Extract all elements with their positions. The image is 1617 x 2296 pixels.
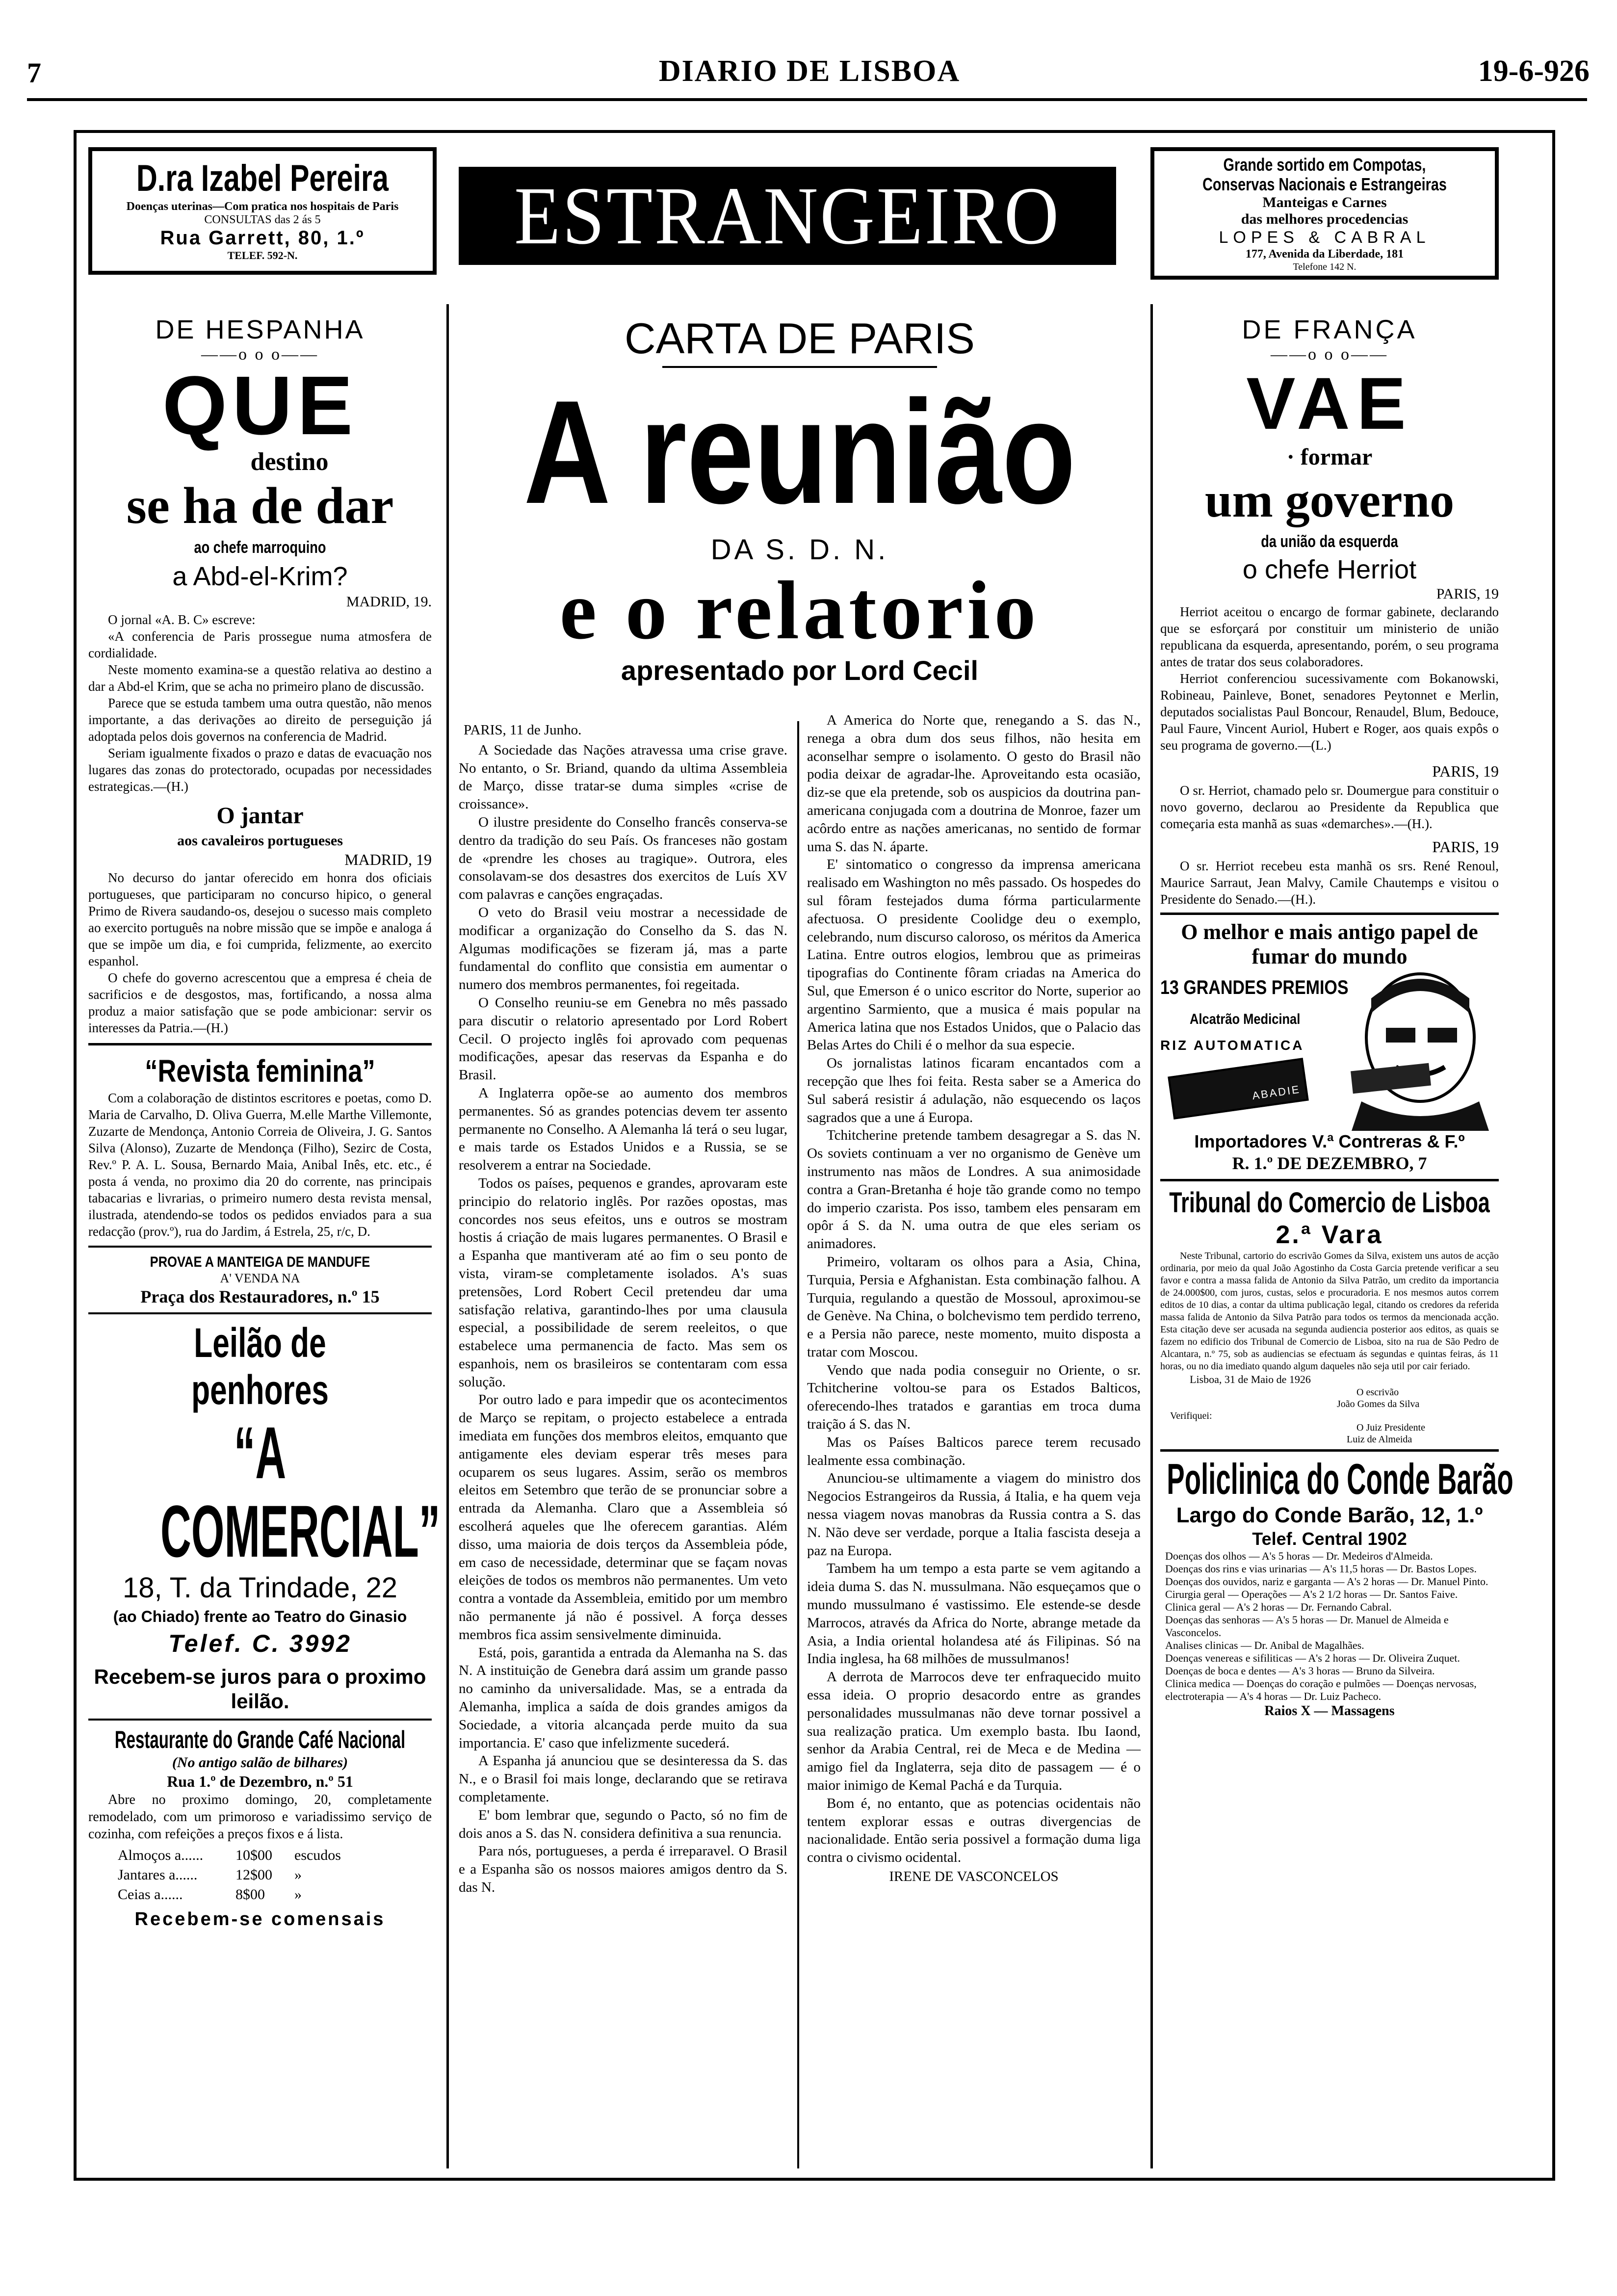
comercial-name: “A COMERCIAL” <box>160 1411 441 1572</box>
rest-title: Restaurante do Grande Café Nacional <box>114 1726 406 1753</box>
center-c2-p1: A America do Norte que, renegando a S. das N., renega a obra dum dos seus filhos, não hesita em aconselhar sempre o isolamento. O gesto do Brasil não podia deixar de agradar-lhe. Aproveitando esta ocasião, diz-se que ela pretende, sob os auspicios da doutrina pan-americana conjugada com a doutrina de Monroe, fazer um acôrdo entre as nações americanas, no sentido de formar uma S. das N. áparte. <box>807 712 1141 855</box>
revista-title: “Revista feminina” <box>145 1053 375 1089</box>
center-headline-reuniao: A reunião <box>523 369 1076 534</box>
right-para-2: Herriot conferenciou sucessivamente com Bokanowski, Robineau, Painleve, Bonet, senadores Peytonnet e Merlin, deputados socialistas Paul Boncour, Renaudel, Blum, Bedouce, Paul Faure, Vincent Auriol, Hubert e Roger, aos quais expôs o seu programa de governo.—(L.) <box>1160 671 1499 753</box>
right-kicker: DE FRANÇA <box>1242 315 1417 344</box>
jantar-para-2: O chefe do governo acrescentou que a empresa é cheia de sacrificios e de desgostos, mas, fortificando, a nossa alma produz a maior satisfação que se pode ambicionar: servir os interesses da Patria.—(H.) <box>88 970 432 1035</box>
manteiga-line1: PROVAE A MANTEIGA DE MANDUFE <box>150 1254 370 1270</box>
jantar-title: O jantar <box>216 803 304 829</box>
section-banner <box>459 167 1116 265</box>
papel-address: R. 1.º DE DEZEMBRO, 7 <box>1232 1153 1427 1173</box>
tribunal-juiz-name: Luiz de Almeida <box>1347 1434 1412 1445</box>
center-c1-p8: Está, pois, garantida a entrada da Alemanha na S. das N. A instituição de Genebra dará assim um grande passo no caminho da universalidade. Mas, se a entrada da Alemanha, implica a saída de dois grandes amigos da Sociedade, a vitoria alcançada perde muito da sua importancia. E' caso que infelizmente sucederá. <box>459 1644 787 1751</box>
center-headline-cecil: apresentado por Lord Cecil <box>621 655 979 686</box>
left-article <box>88 611 432 795</box>
center-c2-p3: Os jornalistas latinos ficaram encantados com a recepção que lhes foi feita. Resta saber se a America do Sul saberá resistir á adulação, não esquecendo os laços sagrados que a une á Europa. <box>807 1055 1141 1125</box>
center-col-2 <box>807 711 1141 1886</box>
tribunal-subtitle: 2.ª Vara <box>1276 1221 1383 1249</box>
rest-menu <box>118 1846 432 1905</box>
poli-item: Doenças de boca e dentes — A's 3 horas — Bruno da Silveira. <box>1165 1665 1435 1677</box>
poli-item: Cirurgia geral — Operações — A's 2 1/2 horas — Dr. Santos Faive. <box>1165 1588 1458 1600</box>
center-col-1 <box>459 721 787 1897</box>
ad-lopes-line1: Grande sortido em Compotas, <box>1223 155 1426 175</box>
tribunal-escrivao-name: João Gomes da Silva <box>1337 1399 1420 1409</box>
manteiga-line3: Praça dos Restauradores, n.º 15 <box>140 1287 380 1306</box>
manteiga-line2: A' VENDA NA <box>220 1271 300 1285</box>
poli-title: Policlinica do Conde Barão <box>1167 1455 1513 1503</box>
jantar-dateline: MADRID, 19 <box>344 851 432 868</box>
right-dateline-1: PARIS, 19 <box>1436 586 1499 602</box>
papel-title: O melhor e mais antigo papel de fumar do mundo <box>1181 920 1478 968</box>
smoker-portrait-illustration <box>1322 969 1494 1131</box>
center-c1-p7: Por outro lado e para impedir que os acontecimentos de Março se repitam, o projecto estabelece a entrada imediata em funções dos membros eleitos, emquanto que antigamente eles deviam esperar três meses para ocuparem os seus lugares. Assim, serão os membros eleitos em Setembro que terão de se pronunciar sobre a entrada da Alemanha. Claro que a Assembleia só escolherá aqueles que lhe oferecem garantias. Além disso, uma maioria de dois terços da Assembleia póde, em caso de necessidade, determinar que se façam novas eleições de todos os membros não permanentes. Um veto contra a vontade da Assembleia, emitido por um membro não permanente já não é possivel. A força desses membros fica assim sensivelmente diminuida. <box>459 1392 787 1643</box>
left-kicker: DE HESPANHA <box>155 315 365 344</box>
poli-item: Doenças dos olhos — A's 5 horas — Dr. Medeiros d'Almeida. <box>1165 1550 1433 1562</box>
left-divider-3 <box>88 1312 432 1314</box>
center-c2-p8: Anunciou-se ultimamente a viagem do ministro dos Negocios Estrangeiros da Russia, á Italia, e ha quem veja nessa viagem novas manobras da Russia contra a S. das N. Não deve ser verdade, porque a Italia fascista deseja a paz na Europa. <box>807 1470 1141 1559</box>
jantar-para-1: No decurso do jantar oferecido em honra dos oficiais portugueses, que participaram no concurso hipico, o general Primo de Rivera saudando-os, desejou o sucesso mais completo ao exercito português na nobre missão que se impõe e analoga á que se impõe um dia, e foi cumprida, felizmente, ao exercito espanhol. <box>88 870 432 968</box>
left-para-4: Parece que se estuda tambem uma outra questão, não menos importante, a das derivações ao direito de perseguição já adoptada pelos dois governos na conferencia de Madrid. <box>88 696 432 744</box>
left-dateline: MADRID, 19. <box>346 594 432 610</box>
right-para-4: O sr. Herriot recebeu esta manhã os srs. René Renoul, Maurice Sarraut, Jean Malvy, Camile Chautemps e visitou o Presidente do Senado.—(H.). <box>1160 859 1499 907</box>
rest-footer: Recebem-se comensais <box>134 1909 386 1930</box>
masthead-rule <box>27 98 1587 101</box>
poli-item: Clinica medica — Doenças do coração e pulmões — Doenças nervosas, electroterapia — A's 4 horas — Dr. Luiz Pacheco. <box>1165 1677 1477 1702</box>
ad-izabel-line2: CONSULTAS das 2 ás 5 <box>204 213 321 226</box>
column-rule-right <box>1150 304 1153 2168</box>
poli-item: Doenças dos rins e vias urinarias — A's 11,5 horas — Dr. Bastos Lopes. <box>1165 1563 1477 1575</box>
right-column <box>1160 314 1513 1720</box>
right-headline-herriot: o chefe Herriot <box>1242 555 1417 584</box>
ad-izabel-pereira <box>88 147 437 275</box>
center-ornament <box>662 366 937 368</box>
center-c1-p10: E' bom lembrar que, segundo o Pacto, só no fim de dois anos a S. das N. considera definitiva a sua renuncia. <box>459 1807 787 1841</box>
center-headline-relatorio: e o relatorio <box>559 564 1040 656</box>
center-signature: IRENE DE VASCONCELOS <box>889 1869 1059 1884</box>
poli-item: Clinica geral — A's 2 horas — Dr. Fernando Cabral. <box>1165 1601 1392 1613</box>
trindade-addr: 18, T. da Trindade, 22 <box>122 1572 397 1604</box>
left-para-5: Seriam igualmente fixados o prazo e datas de evacuação nos lugares das zonas do protectorado, ocupadas por necessidades estrategicas.—(H.) <box>88 746 432 794</box>
center-c1-p5: A Inglaterra opõe-se ao aumento dos membros permanentes. Só as grandes potencias devem ter assento permanente no Conselho. A Alemanha lá terá o seu lugar, e mais tarde os Estados Unidos e a Russia, se se resolverem a entrar na Sociedade. <box>459 1085 787 1174</box>
left-headline-destino: destino <box>250 448 329 476</box>
left-divider-2 <box>88 1246 432 1248</box>
center-c2-p11: Bom é, no entanto, que as potencias ocidentais não tentem explorar essas e outras divergencias de nacionalidade. Então seria possivel a formação duma liga contra o civismo ocidental. <box>807 1795 1141 1866</box>
poli-item: Doenças dos ouvidos, nariz e garganta — A's 2 horas — Dr. Manuel Pinto. <box>1165 1575 1488 1588</box>
center-headline-sdn: DA S. D. N. <box>710 534 889 566</box>
ad-lopes-line3: Manteigas e Carnes <box>1262 194 1387 210</box>
chiado-line: (ao Chiado) frente ao Teatro do Ginasio <box>113 1608 407 1625</box>
tribunal-escrivao: O escrivão <box>1356 1387 1399 1398</box>
juros-line: Recebem-se juros para o proximo leilão. <box>94 1665 426 1713</box>
menu-row-2 <box>118 1865 432 1885</box>
ad-izabel-name: D.ra Izabel Pereira <box>136 157 389 199</box>
papel-premios: 13 GRANDES PREMIOS <box>1160 977 1349 998</box>
tribunal-date: Lisboa, 31 de Maio de 1926 <box>1190 1373 1311 1385</box>
ad-lopes-line4: das melhores procedencias <box>1241 211 1408 227</box>
right-headline-vae: VAE <box>1246 362 1413 444</box>
center-c2-p4: Tchitcherine pretende tambem desagregar a S. das N. Os soviets continuam a ver no organismo de Genève um instrumento nas mãos de Londres. A sua animosidade contra a Gran-Bretanha é hoje tão grande como no tempo do imperio czarista. Pos isso, tambem eles pensaram em opôr á S. da N. uma outra de que eles seriam os animadores. <box>807 1127 1141 1252</box>
menu-price: 10$00 <box>235 1847 272 1863</box>
ad-izabel-line1: Doenças uterinas—Com pratica nos hospitais de Paris <box>126 200 399 213</box>
menu-row-3 <box>118 1885 432 1905</box>
jantar-article <box>88 869 432 1036</box>
section-title: ESTRANGEIRO <box>514 170 1061 261</box>
right-headline-formar: · formar <box>1286 444 1373 470</box>
left-para-2: «A conferencia de Paris prossegue numa atmosfera de cordialidade. <box>88 629 432 660</box>
right-divider-3 <box>1160 1449 1499 1452</box>
tribunal-title: Tribunal do Comercio de Lisboa <box>1169 1187 1490 1219</box>
rest-subtitle: (No antigo salão de bilhares) <box>172 1754 348 1771</box>
ad-lopes-line5: LOPES & CABRAL <box>1219 228 1431 247</box>
left-divider-1 <box>88 1043 432 1045</box>
center-c1-dateline: PARIS, 11 de Junho. <box>464 722 582 738</box>
center-c1-p11: Para nós, portugueses, a perda é irreparavel. O Brasil e a Espanha são os nossos maiores amigos dentro da S. das N. <box>459 1843 787 1895</box>
left-headline-chefe: ao chefe marroquino <box>194 538 326 557</box>
center-kicker: CARTA DE PARIS <box>625 314 975 363</box>
right-para-3: O sr. Herriot, chamado pelo sr. Doumergue para constituir o novo governo, declarou ao Presidente da Republica que começaria esta manhã as suas «demarches».—(H.). <box>1160 783 1499 831</box>
jantar-subtitle: aos cavaleiros portugueses <box>177 833 343 849</box>
ad-lopes-line6: 177, Avenida da Liberdade, 181 <box>1245 248 1404 261</box>
left-para-3: Neste momento examina-se a questão relativa ao destino a dar a Abd-el Krim, que se acha no primeiro plano de discussão. <box>88 662 432 694</box>
papel-booklet <box>1168 1058 1309 1120</box>
right-divider-2 <box>1160 1179 1499 1181</box>
poli-footer: Raios X — Massagens <box>1264 1703 1395 1719</box>
telef-line: Telef. C. 3992 <box>168 1630 352 1657</box>
center-c1-p4: O Conselho reuniu-se em Genebra no mês passado para discutir o relatorio apresentado por Lord Robert Cecil. O projecto inglês foi aprovado com pequenas modificações, apesar das reservas da Espanha e do Brasil. <box>459 994 787 1083</box>
menu-item: Ceias a...... <box>118 1886 183 1903</box>
menu-price: 12$00 <box>235 1867 272 1883</box>
menu-note: » <box>294 1886 302 1903</box>
menu-item: Jantares a...... <box>118 1867 198 1883</box>
newspaper-name: DIARIO DE LISBOA <box>658 54 961 88</box>
center-headline-block <box>459 314 1141 688</box>
poli-item: Doenças venereas e sifiliticas — A's 2 horas — Dr. Oliveira Zuquet. <box>1165 1652 1460 1664</box>
ad-izabel-line4: TELEF. 592-N. <box>227 249 298 261</box>
ad-lopes-cabral <box>1150 147 1499 280</box>
center-c1-p1: A Sociedade das Nações atravessa uma crise grave. No entanto, o Sr. Briand, quando da ultima Assembleia de Março, disse tratar-se duma simples «crise de croissance». <box>459 742 787 812</box>
poli-list <box>1160 1550 1499 1703</box>
poli-telephone: Telef. Central 1902 <box>1252 1529 1407 1549</box>
papel-alcatrao: Alcatrão Medicinal <box>1190 1011 1301 1027</box>
right-headline-governo: um governo <box>1204 473 1455 527</box>
rest-address: Rua 1.º de Dezembro, n.º 51 <box>167 1773 353 1790</box>
center-c1-p3: O veto do Brasil veiu mostrar a necessidade de modificar a organização do Conselho da S. das N. Algumas modificações se fizeram já, mas a parte fundamental do conflito que consistia em aumentar o numero dos membros permanentes, foi regeitada. <box>459 904 787 993</box>
center-c2-p10: A derrota de Marrocos deve ter enfraquecido muito essa ideia. O proprio desacordo entre as grandes personalidades mussulmanas não deve tornar possivel a sua realização pratica. Um exemplo basta. Ibu Iaond, senhor da Arabia Central, rei de Meca e de Medina — amigo fiel da Inglaterra, seja dito de passagem — é o maior inimigo de Kemal Pachá e da Turquia. <box>807 1669 1141 1794</box>
leilao-title: Leilão de penhores <box>191 1320 329 1413</box>
menu-row-1 <box>118 1846 432 1865</box>
left-headline-dar: se ha de dar <box>126 477 394 534</box>
ad-lopes-line2: Conservas Nacionais e Estrangeiras <box>1202 174 1447 194</box>
left-ornament: ——o o o—— <box>201 345 319 364</box>
papel-booklet-label: ABADIE <box>1251 1083 1302 1102</box>
center-c2-p5: Primeiro, voltaram os olhos para a Asia, China, Turquia, Persia e Afghanistan. Esta combinação falhou. A Turquia, regulando a questão de Mossoul, aproximou-se de Genève. Na China, o bolchevismo tem perdido terreno, e a Persia não parece, neste momento, muito disposta a tratar com Moscou. <box>807 1253 1141 1360</box>
poli-item: Analises clinicas — Dr. Anibal de Magalhães. <box>1165 1639 1364 1651</box>
poli-address: Largo do Conde Barão, 12, 1.º <box>1176 1503 1483 1527</box>
right-ornament: ——o o o—— <box>1271 345 1388 364</box>
center-c2-p2: E' sintomatico o congresso da imprensa americana realisado em Washington no mês passado. Os hospedes do sul fôram festejados duma fórma particularmente afectuosa. O presidente Coolidge deu o exemplo, celebrando, num discurso caloroso, os méritos da America Latina. Entre outros elogios, lembrou que as primeiras tipografias do Continente fôram criadas na America do Sul, que Emerson é o unico escritor do Norte, superior ao argentino Sarmiento, que a musica é mais popular na America latina que nos Estados Unidos, que o Palacio das Belas Artes do Chili é o melhor da sua especie. <box>807 857 1141 1053</box>
left-column <box>88 314 441 1931</box>
center-c1-p6: Todos os países, pequenos e grandes, aprovaram este principio do relatorio inglês. Por razões opostas, mas concordes nos seus efeitos, uns e outros se mostram hostis á criação de mais lugares permanentes. O Brasil e a Espanha que mantiveram até ao fim o seu ponto de vista, viram-se completamente isolados. A's suas pretensões, Lord Robert Cecil pretendeu dar uma satisfação relativa, garantindo-lhes por uma clausula especial, a possibilidade de serem reeleitos, o que estabelece uma permanencia de facto. Mas sem os espanhois, nem os brasileiros se contentaram com essa solução. <box>459 1175 787 1390</box>
tribunal-verifiquei: Verifiquei: <box>1170 1410 1212 1421</box>
center-c2-p6: Vendo que nada podia conseguir no Oriente, o sr. Tchitcherine voltou-se para os Estados Balticos, oferecendo-lhes tratados e garantias em troca duma traição á S. das N. <box>807 1362 1141 1433</box>
right-divider-1 <box>1160 913 1499 915</box>
center-c1-p2: O ilustre presidente do Conselho francês conserva-se dentro da tradição do seu País. Os franceses não gostam de «prendre les choses au tragique». Outrora, eles consolavam-se dos desastres dos exercitos de Luís XV com palavras e canções engraçadas. <box>459 814 787 903</box>
left-headline-que: QUE <box>162 359 358 452</box>
papel-importadores: Importadores V.ª Contreras & F.º <box>1194 1131 1465 1151</box>
column-rule-center <box>797 721 799 2168</box>
right-dateline-3: PARIS, 19 <box>1432 838 1499 856</box>
menu-price: 8$00 <box>235 1886 265 1903</box>
center-c2-p7: Mas os Países Balticos parece terem recusado lealmente essa combinação. <box>807 1434 1141 1468</box>
papel-ad <box>1160 969 1499 1131</box>
menu-item: Almoços a...... <box>118 1847 204 1863</box>
revista-text: Com a colaboração de distintos escritores e poetas, como D. Maria de Carvalho, D. Oliva Guerra, M.elle Marthe Villemonte, Zuzarte de Mendonça, Antonio Correia de Oliveira, J. G. Santos Silva (Alonso), Zuzarte de Mendonça (Filho), Sezirc de Costa, Rev.º P. A. L. Sousa, Bernardo Maia, Anibal Inês, etc. etc., é posta á venda, no proximo dia 20 do corrente, nas principais tabacarias e livrarias, o primeiro numero desta revista mensal, ilustrada, atendendo-se todos os pedidos enviados para a sua redacção (prov.º), rua do Jardim, á Estrela, 25, r/c, D. <box>88 1091 432 1239</box>
center-c2-p9: Tambem ha um tempo a esta parte se vem agitando a ideia duma S. das N. mussulmana. Não esqueçamos que o mundo mussulmano é vastissimo. Ele estende-se desde Marrocos, através da Africa do Norte, abrange metade da Asia, a India oriental holandesa até ás Filipinas. Só na India inglesa, ha 68 milhões de mussulmanos! <box>807 1561 1141 1667</box>
center-c1-p9: A Espanha já anunciou que se desinteressa da S. das N., e o Brasil foi mais longe, declarando que se retirava completamente. <box>459 1753 787 1805</box>
ad-izabel-line3: Rua Garrett, 80, 1.º <box>160 227 365 249</box>
poli-item: Doenças das senhoras — A's 5 horas — Dr. Manuel de Almeida e Vasconcelos. <box>1165 1614 1449 1639</box>
left-headline-abd: a Abd-el-Krim? <box>172 562 348 591</box>
papel-riz: RIZ AUTOMATICA <box>1160 1038 1304 1053</box>
tribunal-juiz: O Juiz Presidente <box>1356 1422 1425 1433</box>
right-para-1: Herriot aceitou o encargo de formar gabinete, declarando que se esforçará por constituir um ministerio de união republicana da esquerda, apresentando, porém, o seu programa antes de tratar dos seus colaboradores. <box>1160 604 1499 669</box>
right-headline-uniao: da união da esquerda <box>1261 532 1398 551</box>
left-para-1: O jornal «A. B. C» escreve: <box>108 612 256 627</box>
menu-note: » <box>294 1867 302 1883</box>
rest-text: Abre no proximo domingo, 20, completamente remodelado, com um primoroso e variadissimo serviço de cozinha, com refeições a preços fixos e á lista. <box>88 1792 432 1842</box>
left-divider-4 <box>88 1719 432 1721</box>
tribunal-text: Neste Tribunal, cartorio do escrivão Gomes da Silva, existem uns autos de acção ordinaria, por meio da qual João Agostinho da Costa Garcia pretende verificar a seu favor e contra a massa falida de Antonio da Silva Patrão, um credito da importancia de 24.000$00, com juros, custas, selos e procuradoria. E nos mesmos autos correm editos de 10 dias, a contar da ultima publicação legal, citando os credores da referida massa falida de Antonio da Silva Patrão para todos os termos da mencionada acção. Esta citação deve ser acusada na segunda audiencia posterior aos editos, as quais se fazem no edificio dos Tribunal de Comercio de Lisboa, sito na rua de São Pedro de Alcantara, n.º 75, sob as audiencias se efectuam ás segundas e quintas feiras, ás 11 horas, ou no dia imediato quando algum daqueles não seja util por cair feriado. <box>1160 1251 1499 1372</box>
ad-lopes-line7: Telefone 142 N. <box>1293 261 1356 272</box>
page-number: 7 <box>27 57 41 89</box>
menu-note: escudos <box>294 1847 341 1863</box>
column-rule-left <box>446 304 449 2168</box>
right-dateline-2: PARIS, 19 <box>1432 762 1499 780</box>
issue-date: 19-6-926 <box>1478 54 1590 88</box>
